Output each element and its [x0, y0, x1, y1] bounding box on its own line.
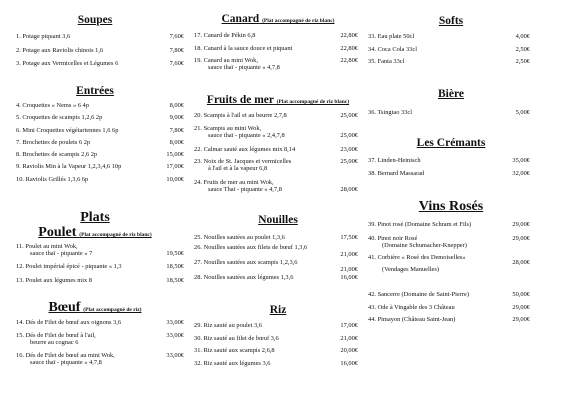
list-item: 39. Pinot rosé (Domaine Schram et Fils) 29,00€ — [368, 221, 530, 228]
list-fruits-de-mer — [194, 112, 358, 199]
list-item: 32. Riz sauté aux légumes 3,6 16,00€ — [194, 359, 358, 367]
list-item: 21. Scampis au mini Wok, sauce thaï - piquante « 2,4,7,8 25,00€ — [194, 124, 358, 139]
list-item: 13. Poulet aux légumes mix 8 18,50€ — [16, 277, 184, 284]
section-title-entrees: Entrées — [76, 85, 114, 97]
section-title-riz: Riz — [269, 304, 287, 316]
list-softs — [368, 33, 530, 71]
list-item: 30. Riz sauté au filet de bœuf 3,6 21,00€ — [194, 334, 358, 342]
list-item: 28. Nouilles sautées aux légumes 1,3,6 16,00€ — [194, 274, 358, 281]
list-canard — [194, 32, 358, 77]
list-item: 12. Poulet impérial épicé - piquante « 1,3 18,50€ — [16, 263, 184, 270]
list-item: 11. Poulet au mini Wok, sauce thaï - piquante « 7 19,50€ — [16, 243, 184, 258]
section-title-plats: Plats — [80, 210, 110, 225]
list-item: 8. Brochettes de scampis 2,6 2p 15,00€ — [16, 151, 184, 159]
list-biere — [368, 109, 530, 122]
list-item: 16. Dés de Filet de bœuf au mini Wok, sauce thaï - piquante « 4,7,8 33,00€ — [16, 352, 184, 367]
section-title-cremants: Les Crémants — [416, 137, 486, 149]
section-title-softs: Softs — [438, 15, 464, 27]
list-item: 36. Tsingtao 33cl 5,00€ — [368, 109, 530, 116]
list-item: 1. Potage piquant 3,6 7,60€ — [16, 33, 184, 40]
list-item: 9. Raviolis Min à la Vapeur 1,2,3,4,6 10p 17,00€ — [16, 163, 184, 171]
list-item: 41. Corbière « Rosé des Demoiselles» (Vendages Manuelles) 28,00€ — [368, 254, 530, 274]
list-item: 18. Canard à la sauce douce et piquant 22,80€ — [194, 44, 358, 52]
list-item: 25. Nouilles sautées au poulet 1,3,6 17,50€ — [194, 234, 358, 241]
list-item: 5. Croquettes de scampis 1,2,6 2p 9,00€ — [16, 114, 184, 122]
list-item: 17. Canard de Pékin 6,8 22,80€ — [194, 32, 358, 39]
list-item: 29. Riz sauté au poulet 3,6 17,00€ — [194, 322, 358, 329]
list-item: 34. Coca Cola 33cl 2,50€ — [368, 45, 530, 53]
list-item: 43. Ode à Vingable des 3 Château 29,00€ — [368, 303, 530, 311]
list-item: 38. Bernard Massarad 32,00€ — [368, 169, 530, 177]
list-nouilles — [194, 234, 358, 284]
list-item: 6. Mini Croquettes végétariennes 1,6 6p 7,80€ — [16, 126, 184, 134]
list-vins-roses — [368, 221, 530, 329]
list-item: 20. Scampis à l'ail et au beurre 2,7,8 25,00€ — [194, 112, 358, 119]
section-title-fruits-de-mer: Fruits de mer (Plat accompagné de riz blanc) — [206, 94, 350, 106]
list-item: 23. Noix de St. Jacques et vermicelles à l'ail et à la vapeur 6,8 25,00€ — [194, 158, 358, 173]
list-item: 14. Dés de Filet de bœuf aux oignons 3,6 33,00€ — [16, 319, 184, 326]
list-item: 27. Nouilles sautées aux scampis 1,2,3,6 21,00€ — [194, 259, 358, 273]
list-item: 15. Dés de Filet de bœuf à l'ail, beurre au cognac 6 33,00€ — [16, 332, 184, 347]
list-item: 31. Riz sauté aux scampis 2,6,8 20,00€ — [194, 347, 358, 354]
list-item: 7. Brochettes de poulets 6 2p 8,00€ — [16, 138, 184, 146]
list-poulet — [16, 243, 184, 290]
list-item: 24. Fruits de mer au mini Wok, sauce Thaï - piquante « 4,7,8 28,00€ — [194, 179, 358, 194]
list-item: 44. Pimayon (Château Saint-Jean) 29,00€ — [368, 316, 530, 323]
list-item: 10. Raviolis Grillés 1,3,6 6p 10,00€ — [16, 175, 184, 183]
section-title-poulet: Poulet (Plat accompagné de riz blanc) — [38, 225, 152, 240]
section-title-soupes: Soupes — [77, 14, 113, 26]
list-item: 40. Pinot noir Rosé (Domaine Schumacher-Knepper) 29,00€ — [368, 235, 530, 250]
list-item: 2. Potage aux Raviolis chinois 1,6 7,80€ — [16, 46, 184, 54]
list-entrees — [16, 102, 184, 188]
section-title-vins-roses: Vins Rosés — [418, 199, 484, 214]
list-item: 3. Potage aux Vermicelles et Légumes 6 7,60€ — [16, 60, 184, 67]
section-title-nouilles: Nouilles — [258, 214, 298, 226]
list-item: 19. Canard au mini Wok, sauce thaï - piquante « 4,7,8 22,80€ — [194, 57, 358, 72]
list-riz — [194, 322, 358, 372]
list-item: 4. Croquettes « Nems » 6 4p 8,00€ — [16, 102, 184, 109]
list-cremants — [368, 157, 530, 182]
section-title-boeuf: Bœuf (Plat accompagné de riz) — [48, 300, 142, 315]
section-title-canard: Canard (Plat accompagné de riz blanc) — [221, 13, 335, 25]
list-boeuf — [16, 319, 184, 372]
list-item: 35. Fanta 33cl 2,50€ — [368, 58, 530, 65]
section-title-biere: Bière — [438, 88, 464, 100]
list-item: 26. Nouilles sautées aux filets de bœuf 1,3,6 21,00€ — [194, 244, 358, 258]
list-item: 22. Calmar sauté aux légumes mix 8,14 23,00€ — [194, 145, 358, 153]
list-soupes — [16, 33, 184, 74]
list-item: 33. Eau plate 50cl 4,00€ — [368, 33, 530, 40]
list-item: 42. Sancerre (Domaine de Saint-Pierre) 50,00€ — [368, 291, 530, 298]
list-item: 37. Linden-Heinisch 35,00€ — [368, 157, 530, 164]
